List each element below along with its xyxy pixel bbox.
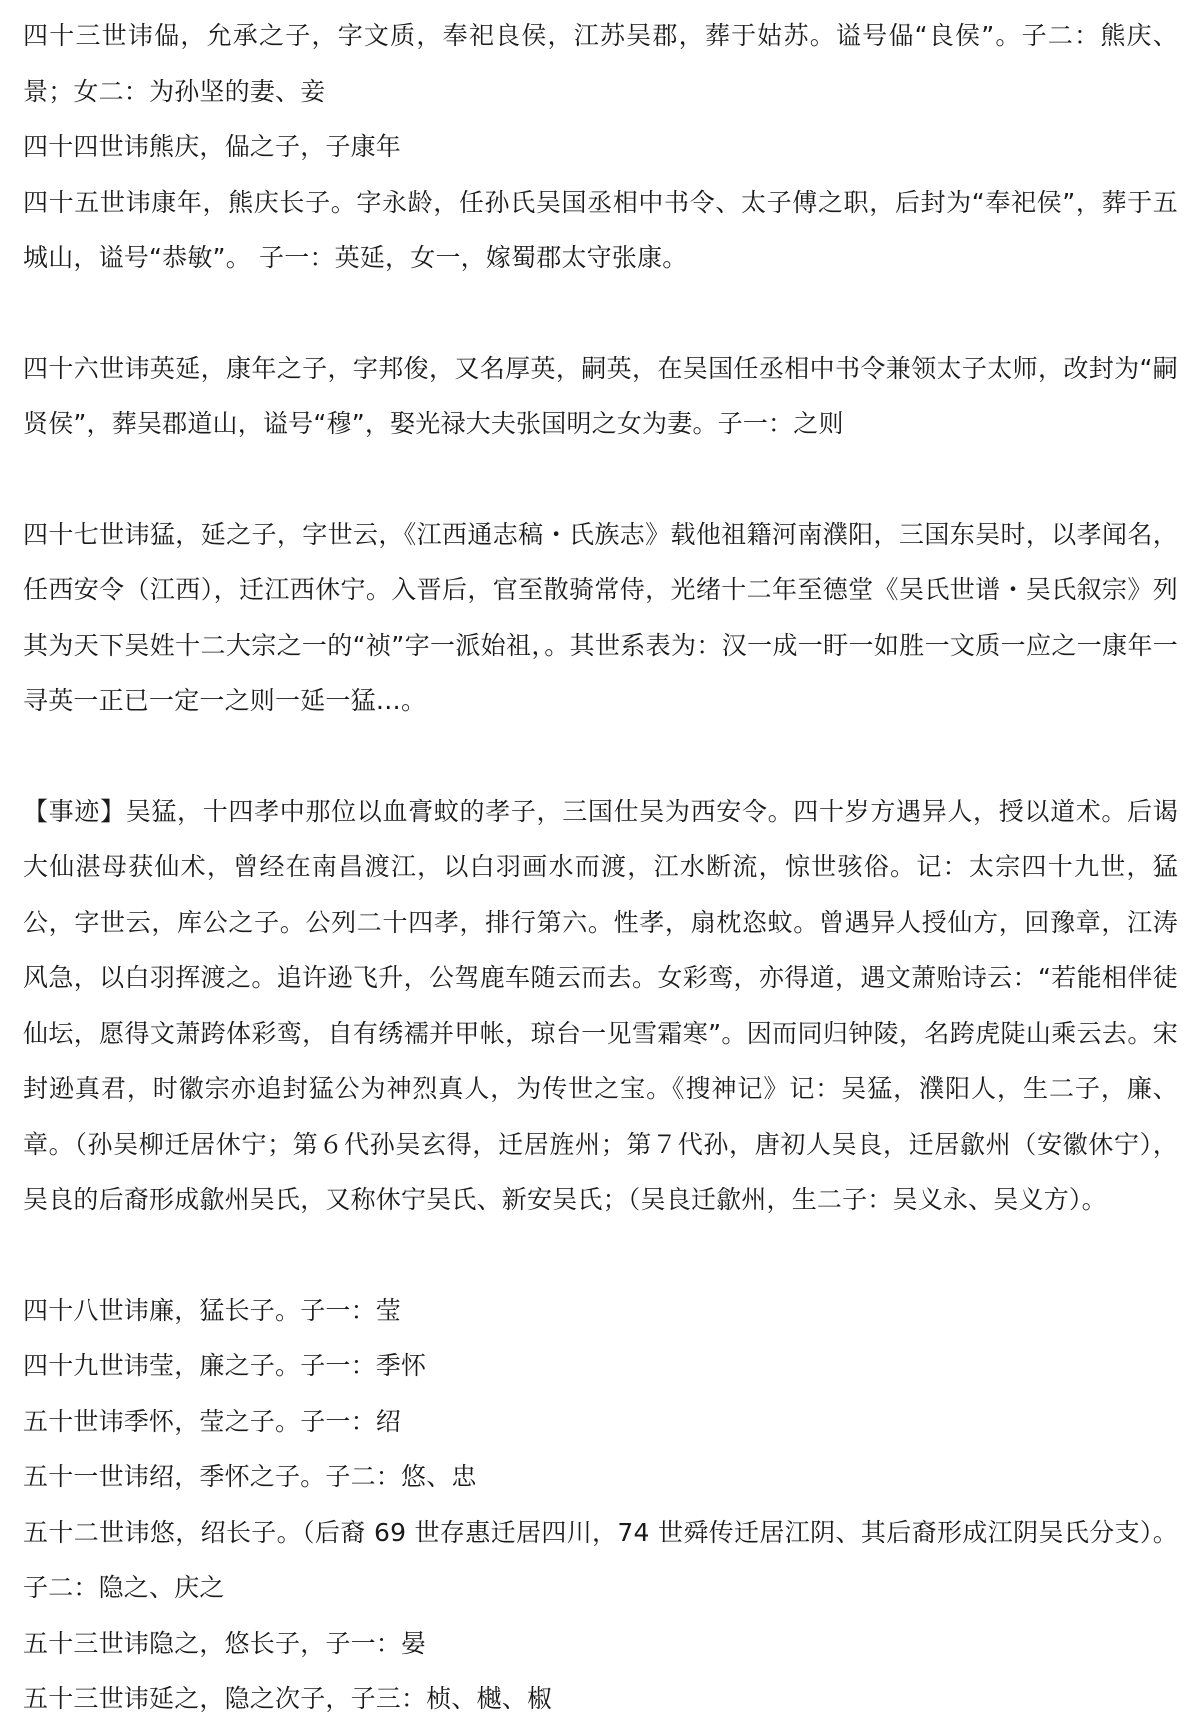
paragraph-gen-45: 四十五世讳康年，熊庆长子。字永龄，任孙氏吴国丞相中书令、太子傅之职，后封为“奉祀侯”，葬于五城山，谥号“恭敏”。 子一：英延，女一，嫁蜀郡太守张康。	[23, 187, 1178, 272]
paragraph-gen-43: 四十三世讳偘，允承之子，字文质，奉祀良侯，江苏吴郡，葬于姑苏。谥号偘“良侯”。子二：熊庆、景；女二：为孙坚的妻、妾	[23, 21, 1178, 106]
paragraph-gen-50: 五十世讳季怀，莹之子。子一：绍	[23, 1406, 402, 1436]
paragraph-gen-53-b: 五十三世讳延之，隐之次子，子三：桢、樾、椒	[23, 1684, 553, 1713]
paragraph-gap	[23, 729, 1178, 784]
paragraph-gen-48: 四十八世讳廉，猛长子。子一：莹	[23, 1295, 402, 1325]
paragraph-gen-52: 五十二世讳悠，绍长子。（后裔 69 世存惠迁居四川，74 世舜传迁居江阴、其后裔形成江阴吴氏分支）。子二：隐之、庆之	[23, 1517, 1178, 1602]
paragraph-gen-49: 四十九世讳莹，廉之子。子一：季怀	[23, 1351, 427, 1380]
paragraph-gen-44: 四十四世讳熊庆，偘之子，子康年	[23, 132, 402, 161]
paragraph-gen-47: 四十七世讳猛，延之子，字世云，《江西通志稿・氏族志》载他祖籍河南濮阳，三国东吴时，以孝闻名，任西安令（江西），迁江西休宁。入晋后，官至散骑常侍，光绪十二年至德堂《吴氏世谱・吴氏叙宗》列其为天下吴姓十二大宗之一的“祯”字一派始祖，。其世系表为：汉一成一盱一如胜一文质一应之一康年一寻英一正已一定一之则一延一猛…。	[23, 519, 1178, 715]
paragraph-gap	[23, 286, 1178, 341]
paragraph-gen-46: 四十六世讳英延，康年之子，字邦俊，又名厚英，嗣英，在吴国任丞相中书令兼领太子太师，改封为“嗣贤侯”，葬吴郡道山，谥号“穆”，娶光禄大夫张国明之女为妻。子一：之则	[23, 353, 1178, 438]
paragraph-gap	[23, 1228, 1178, 1283]
paragraph-gen-51: 五十一世讳绍，季怀之子。子二：悠、忠	[23, 1462, 477, 1491]
paragraph-gen-53-a: 五十三世讳隐之，悠长子，子一：晏	[23, 1628, 427, 1658]
paragraph-gap	[23, 452, 1178, 507]
paragraph-deeds: 【事迹】吴猛，十四孝中那位以血膏蚊的孝子，三国仕吴为西安令。四十岁方遇异人，授以道术。后谒大仙湛母获仙术，曾经在南昌渡江，以白羽画水而渡，江水断流，惊世骇俗。记：太宗四十九世，猛公，字世云，库公之子。公列二十四孝，排行第六。性孝，扇枕恣蚊。曾遇异人授仙方，回豫章，江涛风急，以白羽挥渡之。追许逊飞升，公驾鹿车随云而去。女彩鸾，亦得道，遇文萧贻诗云：“若能相伴徒仙坛，愿得文萧跨体彩鸾，自有绣襦并甲帐，琼台一见雪霜寒”。因而同归钟陵，名跨虎陡山乘云去。宋封逊真君，时徽宗亦追封猛公为神烈真人，为传世之宝。《搜神记》记：吴猛，濮阳人，生二子，廉、章。（孙吴柳迁居休宁；第６代孙吴玄得，迁居旌州；第７代孙，唐初人吴良，迁居歙州（安徽休宁），吴良的后裔形成歙州吴氏，又称休宁吴氏、新安吴氏；（吴良迁歙州，生二子：吴义永、吴义方）。	[23, 796, 1178, 1214]
